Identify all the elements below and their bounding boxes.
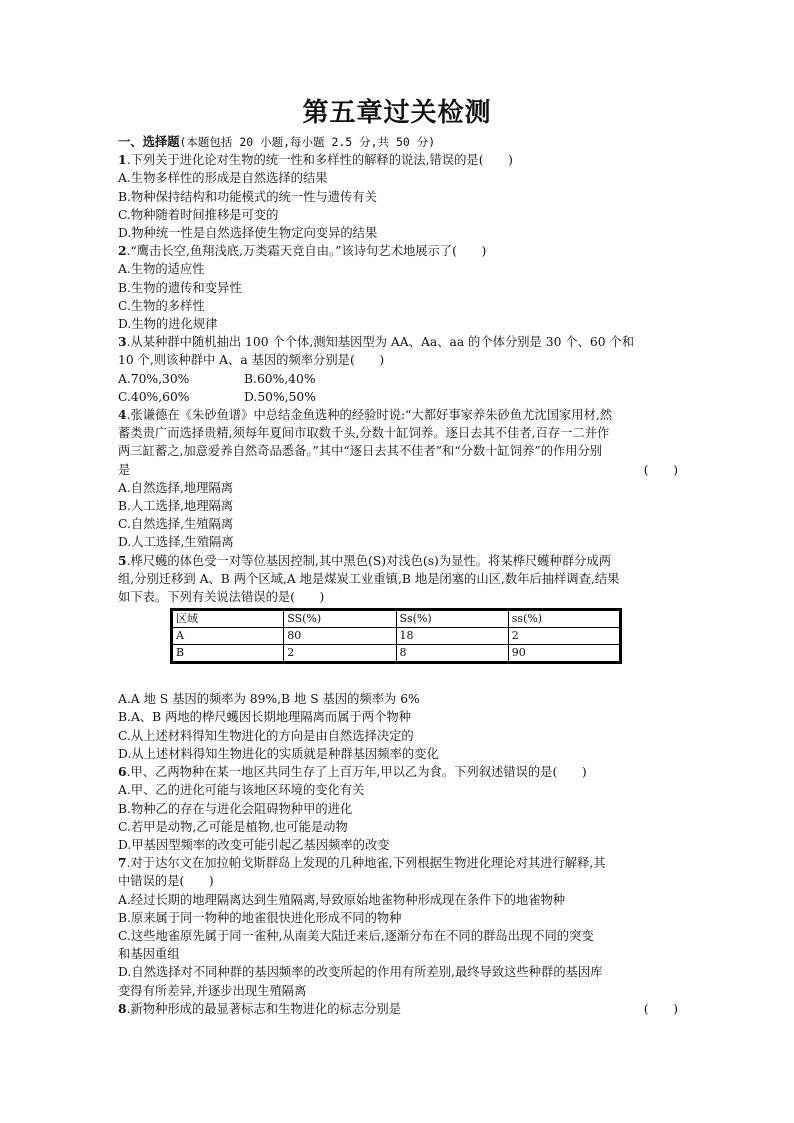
- question-text: .“鹰击长空,鱼翔浅底,万类霜天竞自由。”该诗句艺术地展示了( ): [126, 244, 487, 259]
- table-cell: 8: [396, 645, 508, 663]
- q4-option-a: A.自然选择,地理隔离: [118, 480, 234, 495]
- question-list: [118, 133, 678, 1018]
- answer-blank: ( ): [643, 1001, 678, 1016]
- section-label: 一、选择题: [118, 134, 180, 149]
- question-5-stem: [118, 552, 678, 570]
- question-text: .下列关于进化论对生物的统一性和多样性的解释的说法,错误的是( ): [126, 153, 513, 168]
- q5-option-b: B.A、B 两地的桦尺蠖因长期地理隔离而属于两个物种: [118, 710, 412, 725]
- question-number: 7: [118, 855, 127, 871]
- q6-option-d: D.甲基因型频率的改变可能引起乙基因频率的改变: [118, 837, 390, 852]
- q3-options-row-1: [118, 370, 678, 388]
- table-cell: 80: [284, 628, 396, 645]
- table-cell: 90: [508, 645, 620, 663]
- table-header-cell: SS(%): [284, 610, 396, 628]
- answer-blank: ( ): [643, 462, 678, 477]
- q4-option-c: C.自然选择,生殖隔离: [118, 517, 234, 532]
- question-8-stem: [118, 1000, 678, 1018]
- q1-option-a: A.生物多样性的形成是自然选择的结果: [118, 171, 328, 186]
- question-number: 3: [118, 334, 127, 350]
- genotype-table: [170, 608, 622, 664]
- table-cell: 2: [508, 628, 620, 645]
- q7-option-c: C.这些地雀原先属于同一雀种,从南美大陆迁来后,逐渐分布在不同的群岛出现不同的突变: [118, 928, 594, 943]
- question-4-stem-end: [118, 461, 678, 479]
- table-header-cell: 区域: [172, 610, 284, 628]
- question-text: .对于达尔文在加拉帕戈斯群岛上发现的几种地雀,下列根据生物进化理论对其进行解释,其: [126, 856, 606, 871]
- q4-option-b: B.人工选择,地理隔离: [118, 499, 234, 514]
- question-number: 8: [118, 1000, 127, 1016]
- q5-option-c: C.从上述材料得知生物进化的方向是由自然选择决定的: [118, 728, 414, 743]
- q7-option-c-cont: 和基因重组: [118, 947, 180, 962]
- table-header-cell: ss(%): [508, 610, 620, 628]
- q3-option-a: A.70%,30%: [118, 371, 190, 386]
- q2-option-d: D.生物的进化规律: [118, 317, 218, 332]
- q2-option-a: A.生物的适应性: [118, 262, 205, 277]
- question-1-stem: [118, 151, 678, 169]
- q6-option-c: C.若甲是动物,乙可能是植物,也可能是动物: [118, 819, 348, 834]
- question-5-stem-cont: 如下表。下列有关说法错误的是( ): [118, 590, 325, 605]
- q2-option-b: B.生物的遗传和变异性: [118, 280, 242, 295]
- q1-option-b: B.物种保持结构和功能模式的统一性与遗传有关: [118, 189, 377, 204]
- question-4-stem-cont: 两三缸蓄之,加意爱养自然奇品悉备。”其中“逐日去其不佳者”和“分数十缸饲养”的作用分别: [118, 444, 603, 459]
- table-cell: 18: [396, 628, 508, 645]
- question-7-stem: [118, 854, 678, 872]
- table-cell: A: [172, 628, 284, 645]
- question-5-stem-cont: 组,分别迁移到 A、B 两个区域,A 地是煤炭工业重镇,B 地是闭塞的山区,数年后抽样调查,结果: [118, 571, 620, 586]
- page-title: 第五章过关检测: [302, 98, 492, 128]
- question-2-stem: [118, 242, 678, 260]
- question-4-stem: [118, 406, 678, 424]
- question-text: 是: [118, 462, 131, 477]
- q7-option-a: A.经过长期的地理隔离达到生殖隔离,导致原始地雀物种形成现在条件下的地雀物种: [118, 892, 566, 907]
- question-text: .从某种群中随机抽出 100 个个体,测知基因型为 AA、Aa、aa 的个体分别是 30 个、60 个和: [126, 335, 635, 350]
- question-number: 5: [118, 552, 127, 568]
- question-text: .桦尺蠖的体色受一对等位基因控制,其中黑色(S)对浅色(s)为显性。将某桦尺蠖种群分成两: [126, 553, 611, 568]
- q5-option-d: D.从上述材料得知生物进化的实质就是种群基因频率的变化: [118, 746, 439, 761]
- q6-option-a: A.甲、乙的进化可能与该地区环境的变化有关: [118, 783, 365, 798]
- question-3-stem-cont: 10 个,则该种群中 A、a 基因的频率分别是( ): [118, 353, 385, 368]
- q2-option-c: C.生物的多样性: [118, 298, 205, 313]
- question-number: 1: [118, 152, 127, 168]
- q7-option-d: D.自然选择对不同种群的基因频率的改变所起的作用有所差别,最终导致这些种群的基因库: [118, 965, 603, 980]
- q7-option-d-cont: 变得有所差异,并逐步出现生殖隔离: [118, 983, 307, 998]
- q3-option-b: B.60%,40%: [244, 371, 316, 386]
- table-cell: B: [172, 645, 284, 663]
- q3-option-d: D.50%,50%: [244, 389, 316, 404]
- question-number: 4: [118, 407, 127, 423]
- question-number: 6: [118, 764, 127, 780]
- table-row: [172, 628, 621, 645]
- question-text: .张谦德在《朱砂鱼谱》中总结金鱼选种的经验时说:“大都好事家养朱砂鱼尤沈国家用材,然: [126, 408, 613, 423]
- question-7-stem-cont: 中错误的是( ): [118, 874, 214, 889]
- question-6-stem: [118, 763, 678, 781]
- question-text: .甲、乙两物种在某一地区共同生存了上百万年,甲以乙为食。下列叙述错误的是( ): [126, 765, 587, 780]
- q5-option-a: A.A 地 S 基因的频率为 89%,B 地 S 基因的频率为 6%: [118, 692, 420, 707]
- q6-option-b: B.物种乙的存在与进化会阻碍物种甲的进化: [118, 801, 353, 816]
- table-cell: 2: [284, 645, 396, 663]
- section-header: [118, 133, 678, 151]
- section-note: (本题包括 20 小题,每小题 2.5 分,共 50 分): [179, 135, 436, 149]
- q1-option-d: D.物种统一性是自然选择使生物定向变异的结果: [118, 226, 378, 241]
- table-header-cell: Ss(%): [396, 610, 508, 628]
- question-number: 2: [118, 243, 127, 259]
- q3-option-c: C.40%,60%: [118, 389, 190, 404]
- question-4-stem-cont: 蓄类贵广而选择贵精,须每年夏间市取数千头,分数十缸饲养。逐日去其不佳者,百存一二并作: [118, 426, 610, 441]
- q4-option-d: D.人工选择,生殖隔离: [118, 535, 234, 550]
- question-3-stem: [118, 333, 678, 351]
- question-text-wrap: [118, 1000, 401, 1018]
- q3-options-row-2: [118, 388, 678, 406]
- table-row: [172, 645, 621, 663]
- question-text: .新物种形成的最显著标志和生物进化的标志分别是: [126, 1001, 402, 1016]
- table-header-row: [172, 610, 621, 628]
- q1-option-c: C.物种随着时间推移是可变的: [118, 207, 279, 222]
- q7-option-b: B.原来属于同一物种的地雀很快进化形成不同的物种: [118, 910, 402, 925]
